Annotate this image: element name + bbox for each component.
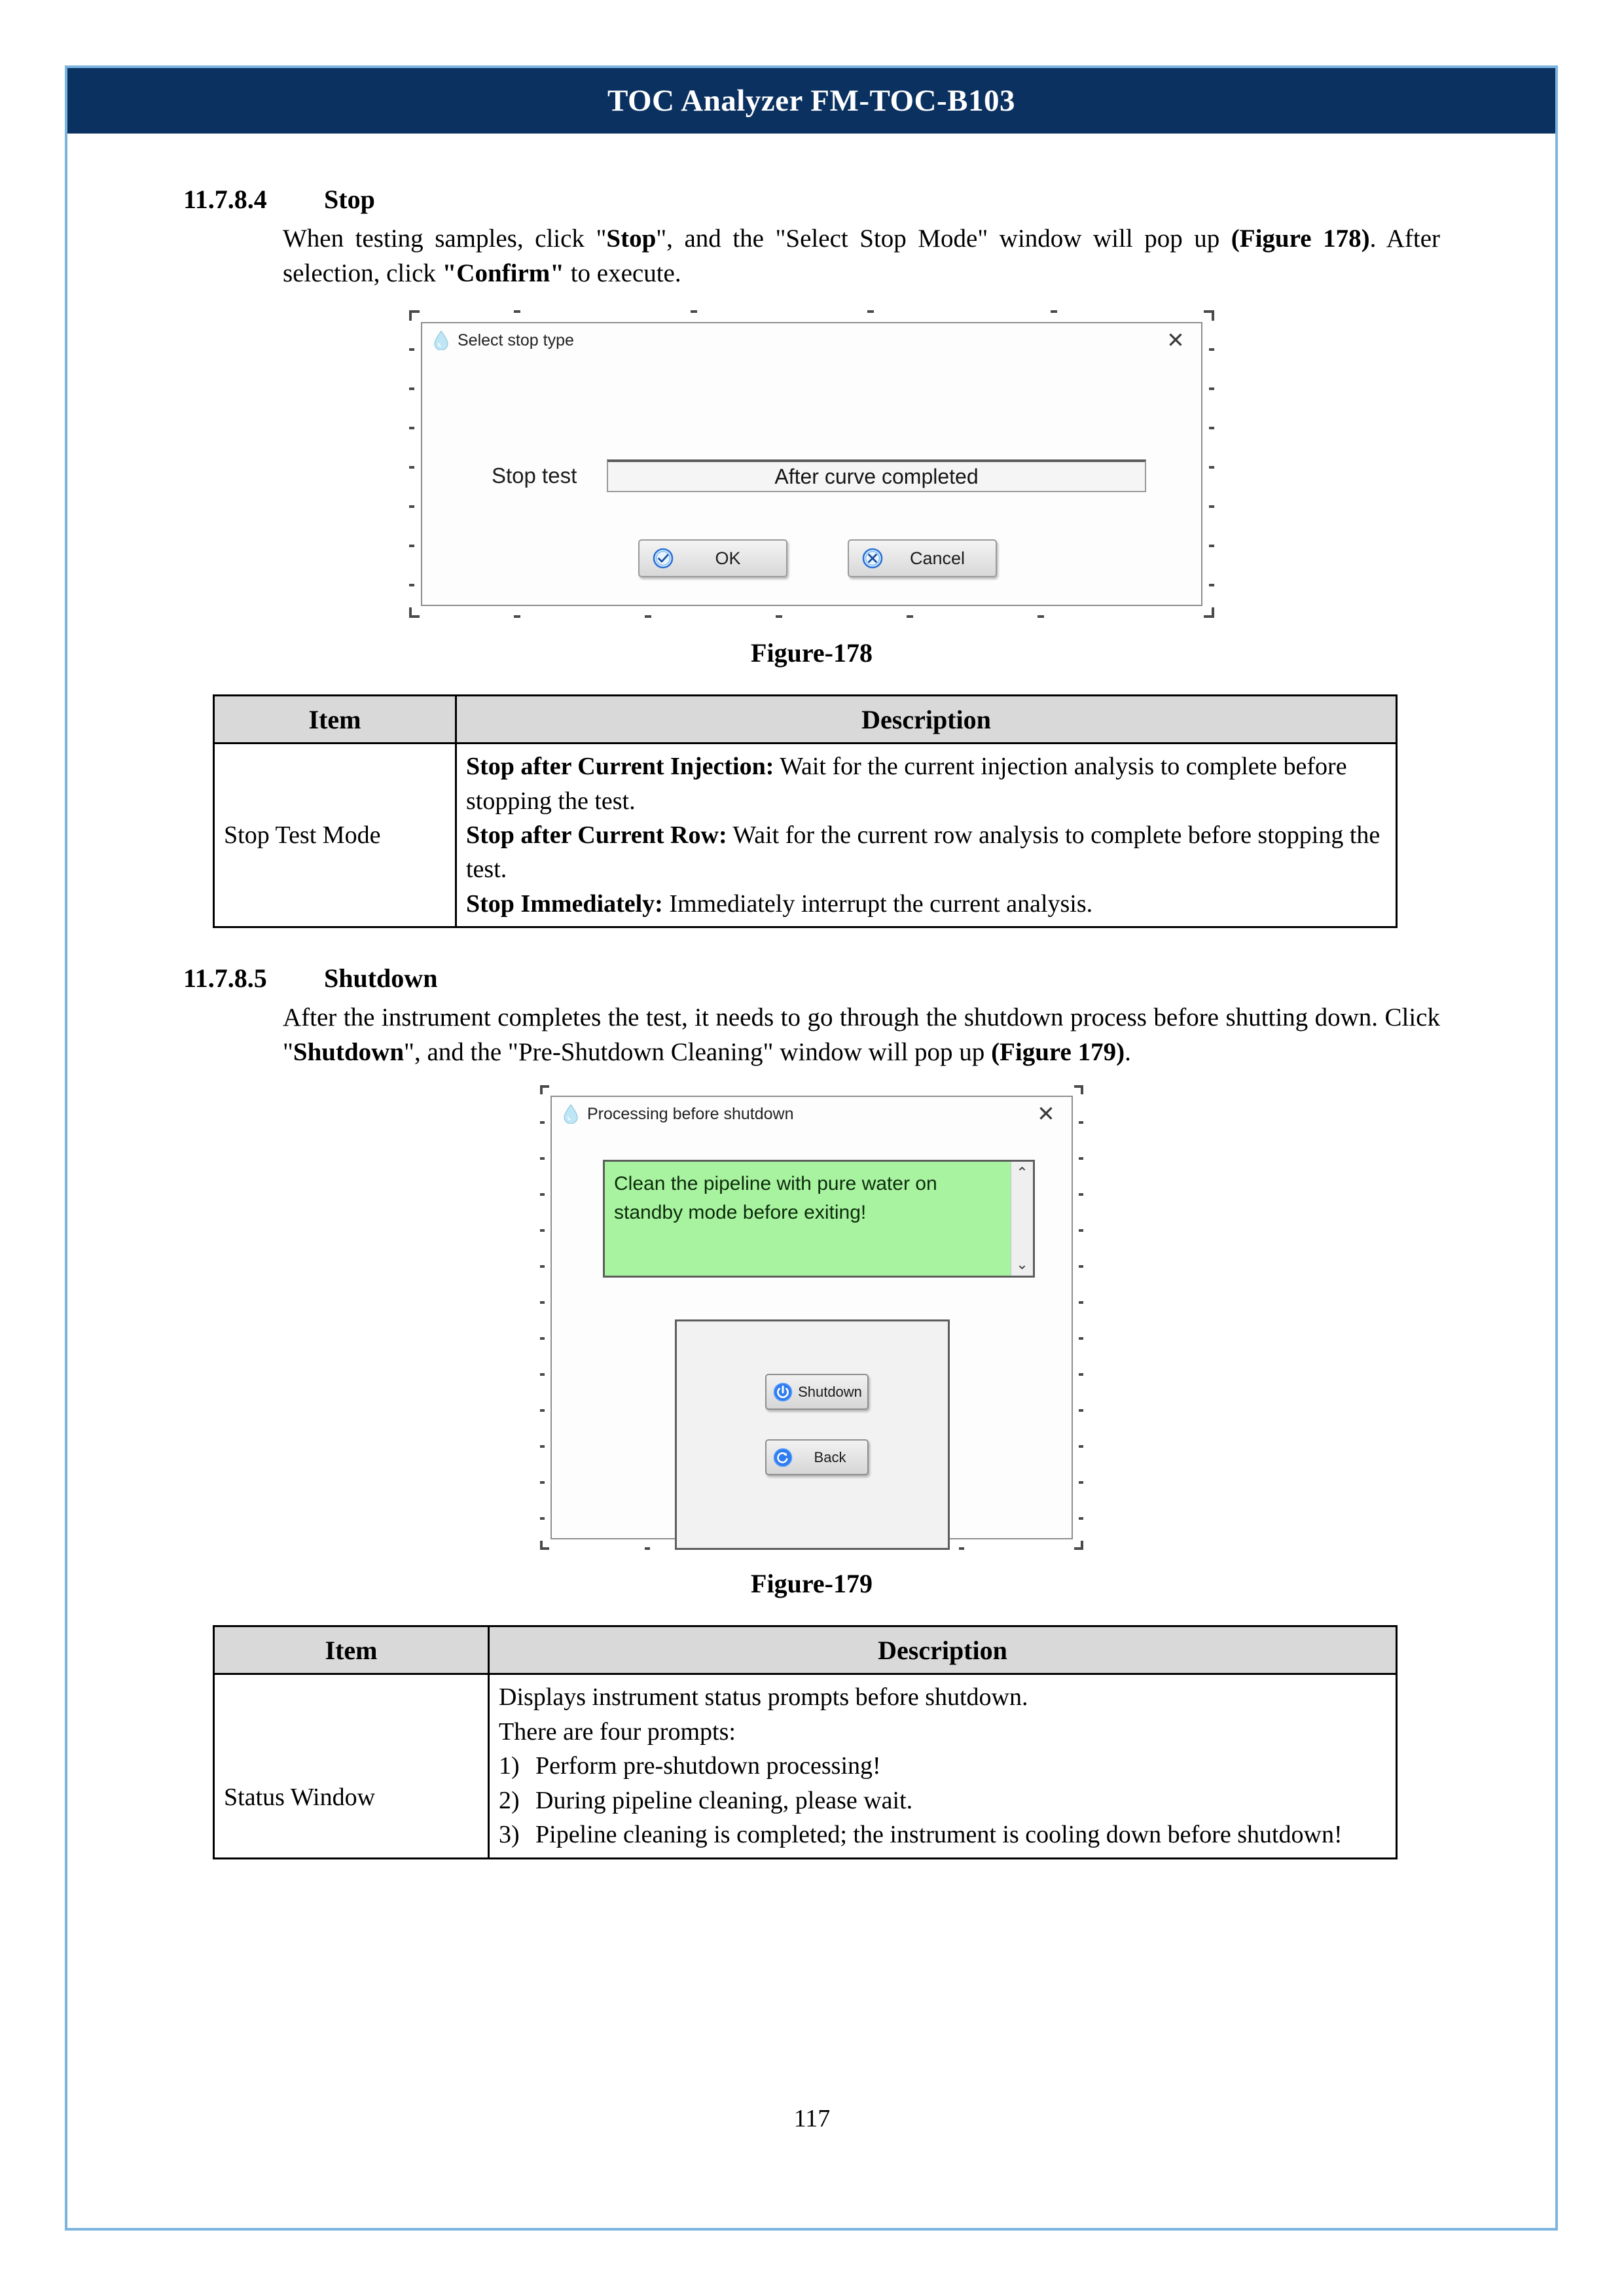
scroll-up-icon[interactable]: ⌃ [1016, 1164, 1028, 1181]
page-title: TOC Analyzer FM-TOC-B103 [607, 84, 1015, 118]
back-button-label: Back [814, 1448, 846, 1465]
cancel-button[interactable] [848, 539, 997, 577]
figure-179-caption: Figure-179 [751, 1569, 873, 1599]
status-window-table [213, 1625, 1398, 1859]
desc-line-text: Immediately interrupt the current analysis. [662, 889, 1093, 918]
ok-button[interactable] [638, 539, 787, 577]
back-arrow-icon [772, 1446, 794, 1469]
scroll-down-icon[interactable]: ⌄ [1016, 1256, 1028, 1273]
desc-line-text: Wait for the current row analysis to complete before stopping the test. [466, 821, 1380, 884]
section-title: Shutdown [324, 963, 438, 994]
list-text: During pipeline cleaning, please wait. [535, 1786, 913, 1814]
table2-item-value: Status Window [214, 1674, 489, 1858]
dialog-titlebar [552, 1097, 1072, 1131]
table-header-row [214, 696, 1397, 744]
page-number: 117 [793, 2105, 831, 2132]
table2-description-value [489, 1674, 1397, 1858]
document-header-bar [67, 68, 1555, 134]
table-row [214, 1674, 1397, 1858]
section-heading-11-7-8-5 [183, 962, 1440, 995]
desc-line-bold: Stop Immediately: [466, 889, 663, 918]
figure-178-caption: Figure-178 [751, 638, 873, 668]
shutdown-button-label: Shutdown [798, 1383, 862, 1400]
water-drop-icon [433, 331, 450, 350]
ok-button-label: OK [715, 548, 741, 568]
check-circle-icon [651, 547, 675, 570]
stop-test-row [492, 459, 1146, 492]
dialog-title: Processing before shutdown [587, 1104, 794, 1123]
table1-item-value: Stop Test Mode [214, 744, 456, 927]
desc-line-bold: Stop after Current Injection: [466, 753, 774, 781]
select-stop-type-dialog [421, 322, 1202, 606]
table2-header-item: Item [214, 1626, 489, 1674]
list-item [499, 1818, 1388, 1852]
list-text: Perform pre-shutdown processing! [535, 1752, 881, 1780]
back-button[interactable] [765, 1439, 869, 1475]
section-number: 11.7.8.5 [183, 963, 267, 994]
list-number: 1) [499, 1752, 520, 1780]
status-message: Clean the pipeline with pure water on standby mode before exiting! [614, 1173, 937, 1223]
dialog-button-row [638, 539, 997, 577]
section-number: 11.7.8.4 [183, 185, 267, 214]
list-item [499, 1784, 1388, 1818]
desc-line-text: Wait for the current injection analysis to complete before stopping the test. [466, 753, 1347, 815]
list-number: 3) [499, 1821, 520, 1849]
desc-line [466, 749, 1388, 818]
section-paragraph-stop: When testing samples, click "Stop", and the "Select Stop Mode" window will pop up (Figure 178). After selection, click "Confirm" to execute. [283, 224, 1440, 288]
status-scrollbar[interactable] [1011, 1162, 1033, 1276]
table2-header-description: Description [489, 1626, 1397, 1674]
section-heading-11-7-8-4 [183, 183, 1440, 216]
processing-before-shutdown-dialog [550, 1096, 1073, 1539]
table-row [214, 744, 1397, 927]
table1-header-item: Item [214, 696, 456, 744]
list-item [499, 1749, 1388, 1783]
status-window [603, 1160, 1035, 1278]
section-title: Stop [324, 185, 375, 214]
desc-line-bold: Stop after Current Row: [466, 821, 727, 849]
dialog-title: Select stop type [458, 331, 574, 350]
dialog-titlebar [422, 323, 1201, 357]
document-content [183, 183, 1440, 1859]
desc-line [466, 887, 1388, 921]
figure-179-image [540, 1085, 1083, 1550]
figure-178-image [409, 310, 1214, 618]
list-number: 2) [499, 1786, 520, 1814]
water-drop-icon [562, 1104, 579, 1124]
desc-line: There are four prompts: [499, 1717, 736, 1746]
close-icon[interactable]: ✕ [1037, 1102, 1055, 1126]
list-text: Pipeline cleaning is completed; the instrument is cooling down before shutdown! [535, 1821, 1343, 1849]
close-icon[interactable]: ✕ [1166, 328, 1185, 353]
stop-test-label: Stop test [492, 463, 577, 488]
desc-line: Displays instrument status prompts before shutdown. [499, 1683, 1028, 1712]
x-circle-icon [861, 547, 884, 570]
shutdown-button-panel [675, 1319, 950, 1550]
table1-header-description: Description [456, 696, 1397, 744]
table-header-row [214, 1626, 1397, 1674]
stop-test-select[interactable]: After curve completed [607, 459, 1146, 492]
section-paragraph-shutdown: After the instrument completes the test, it needs to go through the shutdown process before shutting down. Click "Shutdown", and the "Pre-Shutdown Cleaning" window will pop up (Figure 179). [283, 1003, 1440, 1067]
table1-description-value [456, 744, 1397, 927]
cancel-button-label: Cancel [909, 548, 965, 568]
shutdown-button[interactable] [765, 1374, 869, 1410]
desc-line [466, 818, 1388, 887]
power-icon [772, 1381, 794, 1403]
stop-test-mode-table [213, 694, 1398, 928]
